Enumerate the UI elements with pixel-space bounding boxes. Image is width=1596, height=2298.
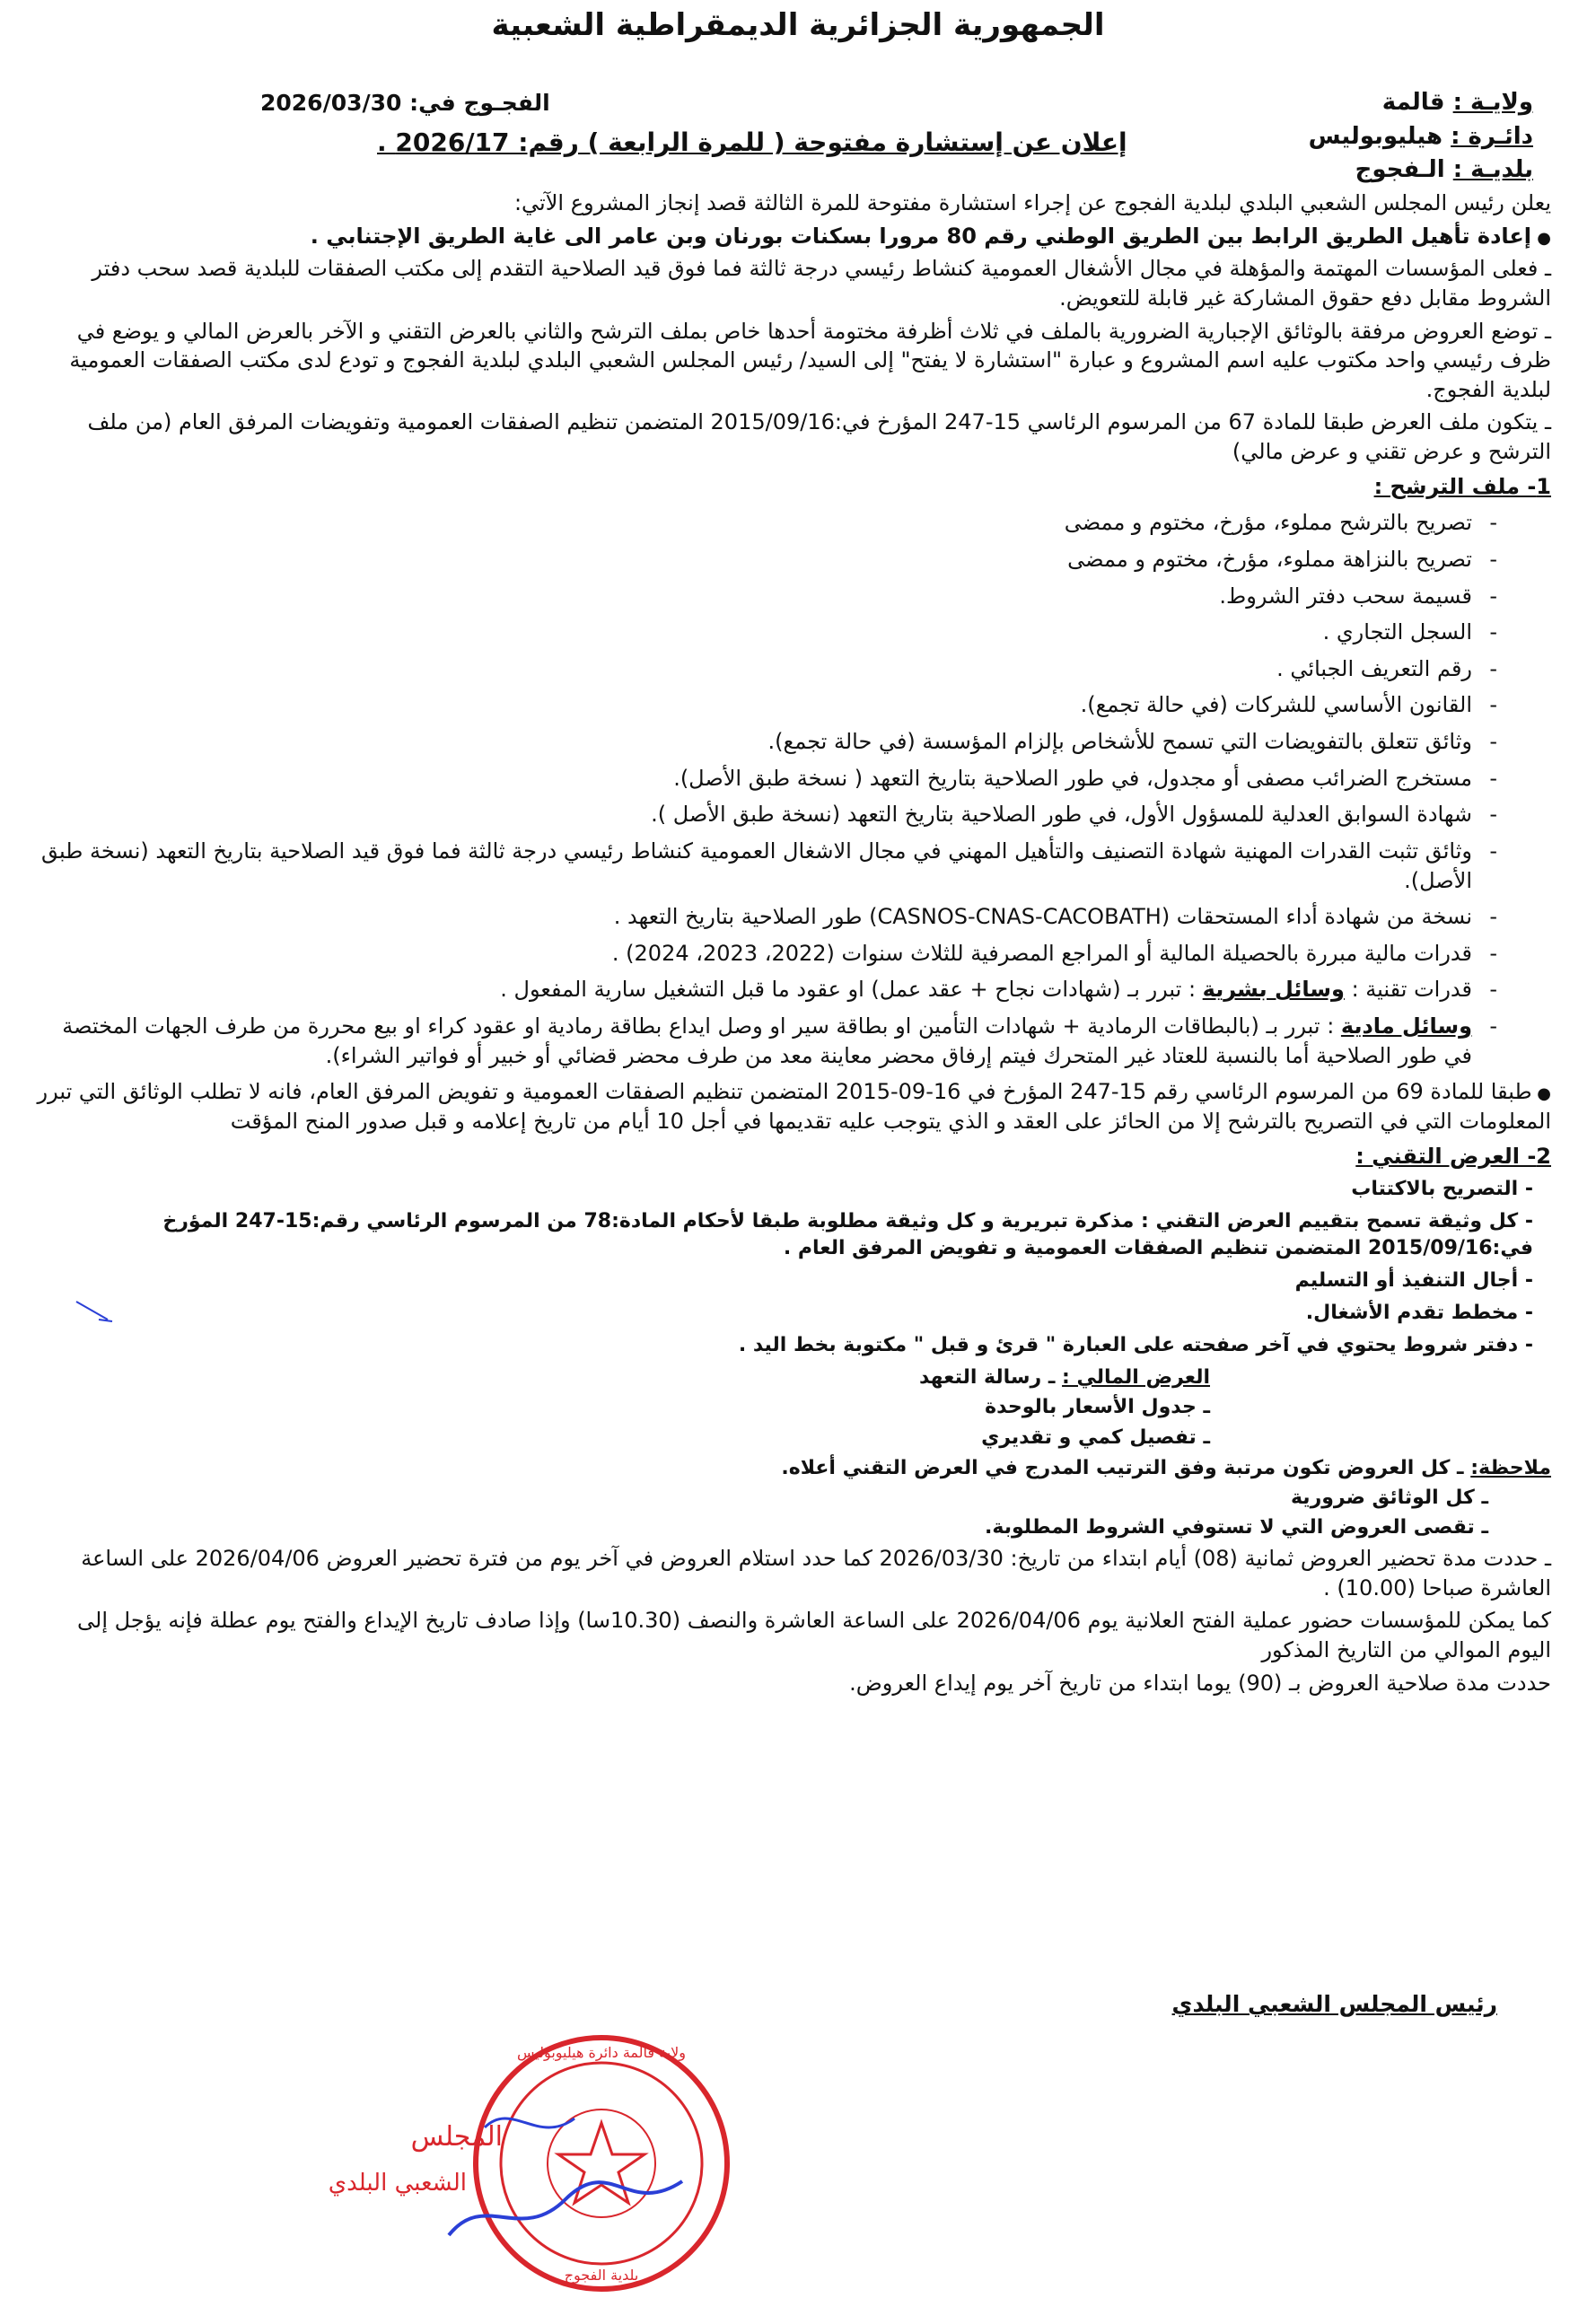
financial-item: ـ جدول الأسعار بالوحدة — [985, 1396, 1210, 1419]
technical-offer-list — [34, 1176, 1551, 1358]
republic-title: الجمهورية الجزائرية الديمقراطية الشعبية — [491, 7, 1105, 43]
intro-para-2: ـ توضع العروض مرفقة بالوثائق الإجبارية الضرورية بالملف في ثلاث أظرفة مختومة أحدها خاص بملف الترشح والثاني بالعرض التقني و الآخر بالعرض المالي و يوضع في ظرف رئيسي واحد مكتوب عليه اسم المشروع و عبارة "استشارة لا يفتح" إلى السيد/ رئيس المجلس الشعبي البلدي لبلدية الفجوج و تودع لدى مكتب الصفقات العمومية لبلدية الفجوج. — [69, 318, 1551, 402]
intro-para-1: ـ فعلى المؤسسات المهتمة والمؤهلة في مجال الأشغال العمومية كنشاط رئيسي درجة ثالثة فما فوق قيد الصلاحية التقدم إلى مكتب الصفقات للبلدية قصد سحب دفتر الشروط مقابل دفع حقوق المشاركة غير قابلة للتعويض. — [92, 256, 1551, 311]
closing-para-1: ـ حددت مدة تحضير العروض ثمانية (08) أيام ابتداء من تاريخ: 2026/03/30 كما حدد استلام العروض في آخر يوم من فترة تحضير العروض 2026/04/06 على الساعة العاشرة صباحا (10.00) . — [81, 1546, 1551, 1601]
document-body — [34, 189, 1551, 1701]
authority-block — [1309, 86, 1533, 188]
official-stamp — [328, 2011, 727, 2298]
project-title: ● إعادة تأهيل الطريق الرابط بين الطريق الوطني رقم 80 مرورا بسكنات بورنان وبن عامر الى غاية الطريق الإجتنابي . — [34, 222, 1551, 251]
candidacy-item: - القانون الأساسي للشركات (في حالة تجمع). — [34, 690, 1497, 720]
section-2-title: 2- العرض التقني : — [1355, 1143, 1551, 1169]
technical-item: - أجال التنفيذ أو التسليم — [34, 1267, 1533, 1294]
candidacy-item: - قسيمة سحب دفتر الشروط. — [34, 582, 1497, 611]
human-means: - قدرات تقنية : وسائل بشرية : تبرر بـ (شهادات نجاح + عقد عمل) او عقود ما قبل التشغيل سارية المفعول . — [34, 975, 1497, 1004]
section-3-title: العرض المالي : ـ رسالة التعهد — [918, 1365, 1210, 1389]
closing-para-3: حددت مدة صلاحية العروض بـ (90) يوما ابتداء من تاريخ آخر يوم إيداع العروض. — [849, 1670, 1551, 1696]
candidacy-file-list — [34, 508, 1497, 968]
candidacy-item: - رقم التعريف الجبائي . — [34, 654, 1497, 684]
technical-item: - مخطط تقدم الأشغال. — [34, 1300, 1533, 1327]
margin-mark — [72, 1293, 126, 1329]
article-69-note: ● طبقا للمادة 69 من المرسوم الرئاسي رقم 15-247 المؤرخ في 16-09-2015 المتضمن تنظيم الصفقات العمومية و تفويض المرفق العام، فانه لا تطلب الوثائق التي تبرر المعلومات التي في التصريح بالترشح إلا من الحائز على العقد و الذي يتوجب عليه تقديمها في أجل 10 أيام من تاريخ إعلامه و قبل صدور المنح المؤقت — [34, 1077, 1551, 1136]
svg-text:بلدية الفجوج: بلدية الفجوج — [564, 2267, 639, 2284]
section-1-title: 1- ملف الترشح : — [1373, 473, 1551, 499]
candidacy-item: - وثائق تثبت القدرات المهنية شهادة التصنيف والتأهيل المهني في مجال الاشغال العمومية كنشاط رئيسي درجة ثالثة فما فوق قيد الصلاحية بتاريخ التعهد (نسخة طبق الأصل). — [34, 837, 1497, 895]
baladia-line: بلديـة : الـفجوج — [1355, 156, 1533, 184]
svg-text:ولاية قالمة دائرة هيليوبوليس: ولاية قالمة دائرة هيليوبوليس — [516, 2044, 687, 2061]
financial-item: ـ تفصيل كمي و تقديري — [981, 1426, 1210, 1450]
candidacy-item: - مستخرج الضرائب مصفى أو مجدول، في طور الصلاحية بتاريخ التعهد ( نسخة طبق الأصل). — [34, 764, 1497, 794]
note-item: ـ كل الوثائق ضرورية — [1290, 1487, 1488, 1510]
wilaya-line: ولايـة : قالمة — [1381, 89, 1533, 116]
svg-text:الشعبي البلدي: الشعبي البلدي — [328, 2170, 467, 2197]
technical-item: - كل وثيقة تسمح بتقييم العرض التقني : مذكرة تبريرية و كل وثيقة مطلوبة طبقا لأحكام المادة:78 من المرسوم الرئاسي رقم:15-247 المؤرخ في:2015/09/16 المتضمن تنظيم الصفقات العمومية و تفويض المرفق العام . — [34, 1208, 1533, 1262]
signer-title: رئيس المجلس الشعبي البلدي — [1171, 1991, 1497, 2017]
intro-text: يعلن رئيس المجلس الشعبي البلدي لبلدية الفجوج عن إجراء استشارة مفتوحة للمرة الثالثة قصد إنجاز المشروع الآتي: — [513, 190, 1551, 215]
announcement-title: إعلان عن إستشارة مفتوحة ( للمرة الرابعة ) رقم: 2026/17 . — [377, 127, 1127, 157]
candidacy-item: - وثائق تتعلق بالتفويضات التي تسمح للأشخاص بإلزام المؤسسة (في حالة تجمع). — [34, 727, 1497, 757]
material-means: - وسائل مادية : تبرر بـ (بالبطاقات الرمادية + شهادات التأمين او بطاقة سير او وصل ايداع بطاقة رمادية او عقود كراء او بيع محررة من طرف الجهات المختصة في طور الصلاحية أما بالنسبة للعتاد غير المتحرك فيتم إرفاق محضر معاينة معد من طرف محضر قضائي أو خبير أو فواتير الشراء). — [34, 1012, 1497, 1070]
notes-block — [34, 1455, 1551, 1541]
candidacy-item: - قدرات مالية مبررة بالحصيلة المالية أو المراجع المصرفية للثلاث سنوات (2022، 2023، 2024) . — [34, 939, 1497, 969]
daira-line: دائـرة : هيليوبوليس — [1308, 122, 1533, 150]
note-item: ـ تقصى العروض التي لا تستوفي الشروط المطلوبة. — [985, 1516, 1488, 1539]
date-line: الفجـوج في: 2026/03/30 — [260, 90, 550, 116]
closing-para-2: كما يمكن للمؤسسات حضور عملية الفتح العلانية يوم 2026/04/06 على الساعة العاشرة والنصف (10.30سا) وإذا صادف تاريخ الإيداع والفتح يوم عطلة فإنه يؤجل إلى اليوم الموالي من التاريخ المذكور — [77, 1608, 1551, 1662]
technical-item: - التصريح بالاكتتاب — [34, 1176, 1533, 1203]
candidacy-item: - شهادة السوابق العدلية للمسؤول الأول، في طور الصلاحية بتاريخ التعهد (نسخة طبق الأصل ). — [34, 800, 1497, 829]
note-first: ملاحظة: ـ كل العروض تكون مرتبة وفق الترتيب المدرج في العرض التقني أعلاه. — [781, 1457, 1551, 1480]
financial-offer — [34, 1364, 1210, 1452]
technical-item: - دفتر شروط يحتوي في آخر صفحته على العبارة " قرئ و قبل " مكتوبة بخط اليد . — [34, 1332, 1533, 1359]
candidacy-item: - تصريح بالنزاهة مملوء، مؤرخ، مختوم و ممضى — [34, 545, 1497, 574]
candidacy-item: - نسخة من شهادة أداء المستحقات (CASNOS-CNAS-CACOBATH) طور الصلاحية بتاريخ التعهد . — [34, 902, 1497, 932]
intro-para-3: ـ يتكون ملف العرض طبقا للمادة 67 من المرسوم الرئاسي 15-247 المؤرخ في:2015/09/16 المتضمن تنظيم الصفقات العمومية وتفويضات المرفق العام (من ملف الترشح و عرض تقني و عرض مالي) — [87, 409, 1551, 464]
candidacy-item: - السجل التجاري . — [34, 618, 1497, 647]
svg-text:المجلس: المجلس — [410, 2121, 503, 2153]
candidacy-item: - تصريح بالترشح مملوء، مؤرخ، مختوم و ممضى — [34, 508, 1497, 538]
technical-capacities — [34, 975, 1497, 1070]
